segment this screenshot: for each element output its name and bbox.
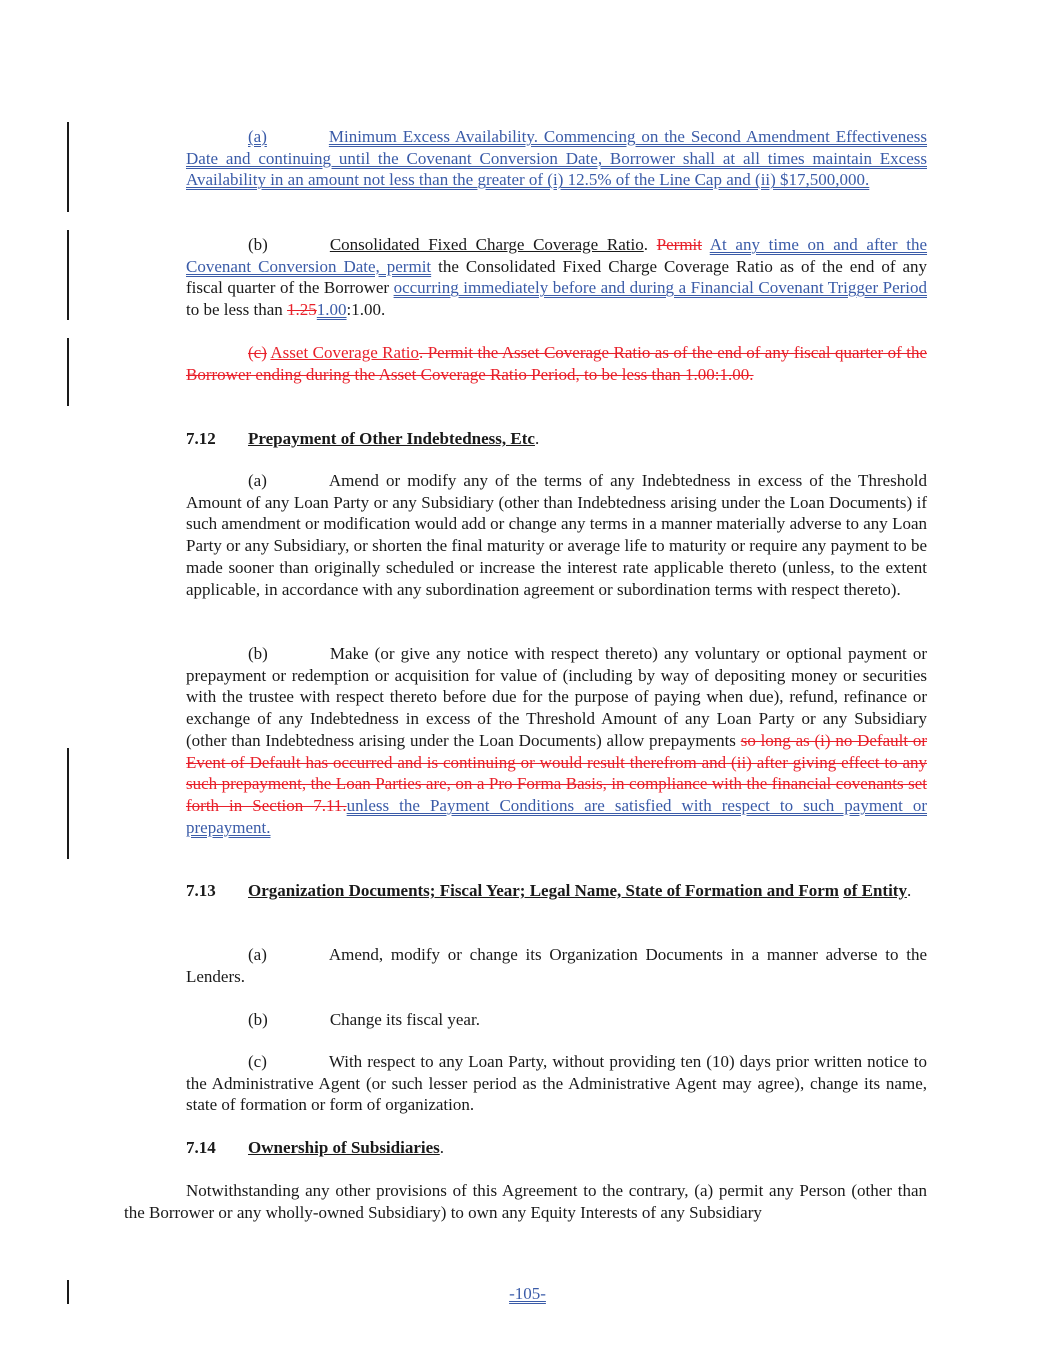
clause-title: Asset Coverage Ratio (270, 343, 420, 362)
body-text: Notwithstanding any other provisions of this Agreement to the contrary, (a) permit any Person (other than the Borrower or any wholly-owned Subsidiary) to own any Equity Interests of any Subsidiary (124, 1181, 927, 1222)
inserted-text: occurring immediately before and during a Financial Covenant Trigger Period (393, 278, 928, 298)
section-title: Prepayment of Other Indebtedness, Etc (248, 429, 535, 448)
paragraph-fixed-charge-coverage (186, 234, 927, 321)
deleted-text: 1.25 (287, 300, 317, 320)
section-heading-7-13 (124, 880, 927, 902)
change-bar (67, 230, 69, 320)
body-text: the Consolidated Fixed Charge Coverage Ratio as of the end of any fiscal quarter of the Borrower (186, 256, 927, 298)
clause-label: (c) (248, 343, 267, 362)
title-period: . (643, 235, 648, 254)
clause-title: Consolidated Fixed Charge Coverage Ratio (329, 235, 644, 254)
section-number: 7.13 (186, 881, 216, 900)
body-text: Make (or give any notice with respect thereto) any voluntary or optional payment or prepayment or redemption or acquisition for value of (including by way of depositing money or securities with the trustee with respect thereto before due for the purpose of paying when due), refund, refinance or exchange of any Indebtedness in excess of the Threshold Amount of any Loan Party or any Subsidiary (other than Indebtedness arising under the Loan Documents) allow prepayments (186, 644, 927, 750)
body-text: to be less than (186, 300, 283, 320)
paragraph-7-12-b (186, 643, 927, 838)
paragraph-7-12-a (186, 470, 927, 600)
change-bar (67, 748, 69, 859)
title-period: . (534, 429, 540, 448)
body-text: :1.00. (346, 300, 386, 320)
paragraph-7-13-b (186, 1009, 927, 1031)
title-period: . (906, 881, 912, 900)
section-number: 7.14 (186, 1138, 216, 1157)
deleted-text: so long as (i) no Default or Event of Default has occurred and is continuing or would result therefrom and (ii) after giving effect to any such prepayment, the Loan Parties are, on a Pro Forma Basis, in compliance with the financial covenants set forth in Section 7.11. (186, 730, 927, 815)
section-title: Ownership of Subsidiaries (248, 1138, 440, 1157)
body-text: Change its fiscal year. (329, 1010, 480, 1029)
paragraph-7-14-body (124, 1180, 927, 1223)
page-number-text: -105- (509, 1284, 546, 1303)
deleted-text: Permit (656, 235, 702, 254)
section-heading-7-12 (186, 428, 539, 450)
title-period: . (439, 1138, 445, 1157)
clause-label: (a) (248, 945, 267, 964)
change-bar (67, 122, 69, 212)
deleted-text: . Permit the Asset Coverage Ratio as of the end of any fiscal quarter of the Borrower ending during the Asset Coverage Ratio Period, to be less than 1.00:1.00. (186, 343, 927, 384)
section-heading-7-14 (186, 1137, 444, 1159)
paragraph-asset-coverage-deleted (186, 342, 927, 385)
section-title: Organization Documents; Fiscal Year; Legal Name, State of Formation and Form (248, 881, 839, 900)
change-bar (67, 338, 69, 406)
body-text: With respect to any Loan Party, without providing ten (10) days prior written notice to the Administrative Agent (or such lesser period as the Administrative Agent may agree), change its name, state of formation or form of organization. (186, 1052, 927, 1115)
inserted-text: 1.00 (316, 300, 347, 320)
inserted-text: Minimum Excess Availability. Commencing on the Second Amendment Effectiveness Date and continuing until the Covenant Conversion Date, Borrower shall at all times maintain Excess Availability in an amount not less than the greater of (i) 12.5% of the Line Cap and (ii) $17,500,000. (186, 127, 927, 190)
inserted-text: unless the Payment Conditions are satisfied with respect to such payment or prepayment. (186, 795, 927, 837)
paragraph-minimum-excess-availability (186, 126, 927, 191)
clause-label: (b) (248, 1010, 268, 1029)
body-text: Amend or modify any of the terms of any Indebtedness in excess of the Threshold Amount of any Loan Party or any Subsidiary (other than Indebtedness arising under the Loan Documents) if such amendment or modification would add or change any terms in a manner materially adverse to any Loan Party or any Subsidiary, or shorten the final maturity or average life to maturity or require any payment to be made sooner than originally scheduled or increase the interest rate applicable thereto (unless, to the extent applicable, in accordance with any subordination agreement or subordination terms with respect thereto). (186, 471, 927, 599)
clause-label: (a) (248, 471, 267, 490)
paragraph-7-13-a (186, 944, 927, 987)
body-text: Amend, modify or change its Organization Documents in a manner adverse to the Lenders. (186, 945, 927, 986)
clause-label: (a) (248, 127, 267, 146)
clause-label: (b) (248, 644, 268, 663)
paragraph-7-13-c (186, 1051, 927, 1116)
section-title-continued: of Entity (843, 881, 907, 900)
inserted-text: At any time on and after the Covenant Conversion Date, permit (186, 235, 928, 276)
clause-label: (c) (248, 1052, 267, 1071)
page-number (0, 1284, 1055, 1304)
section-number: 7.12 (186, 429, 216, 448)
clause-label: (b) (248, 235, 268, 254)
